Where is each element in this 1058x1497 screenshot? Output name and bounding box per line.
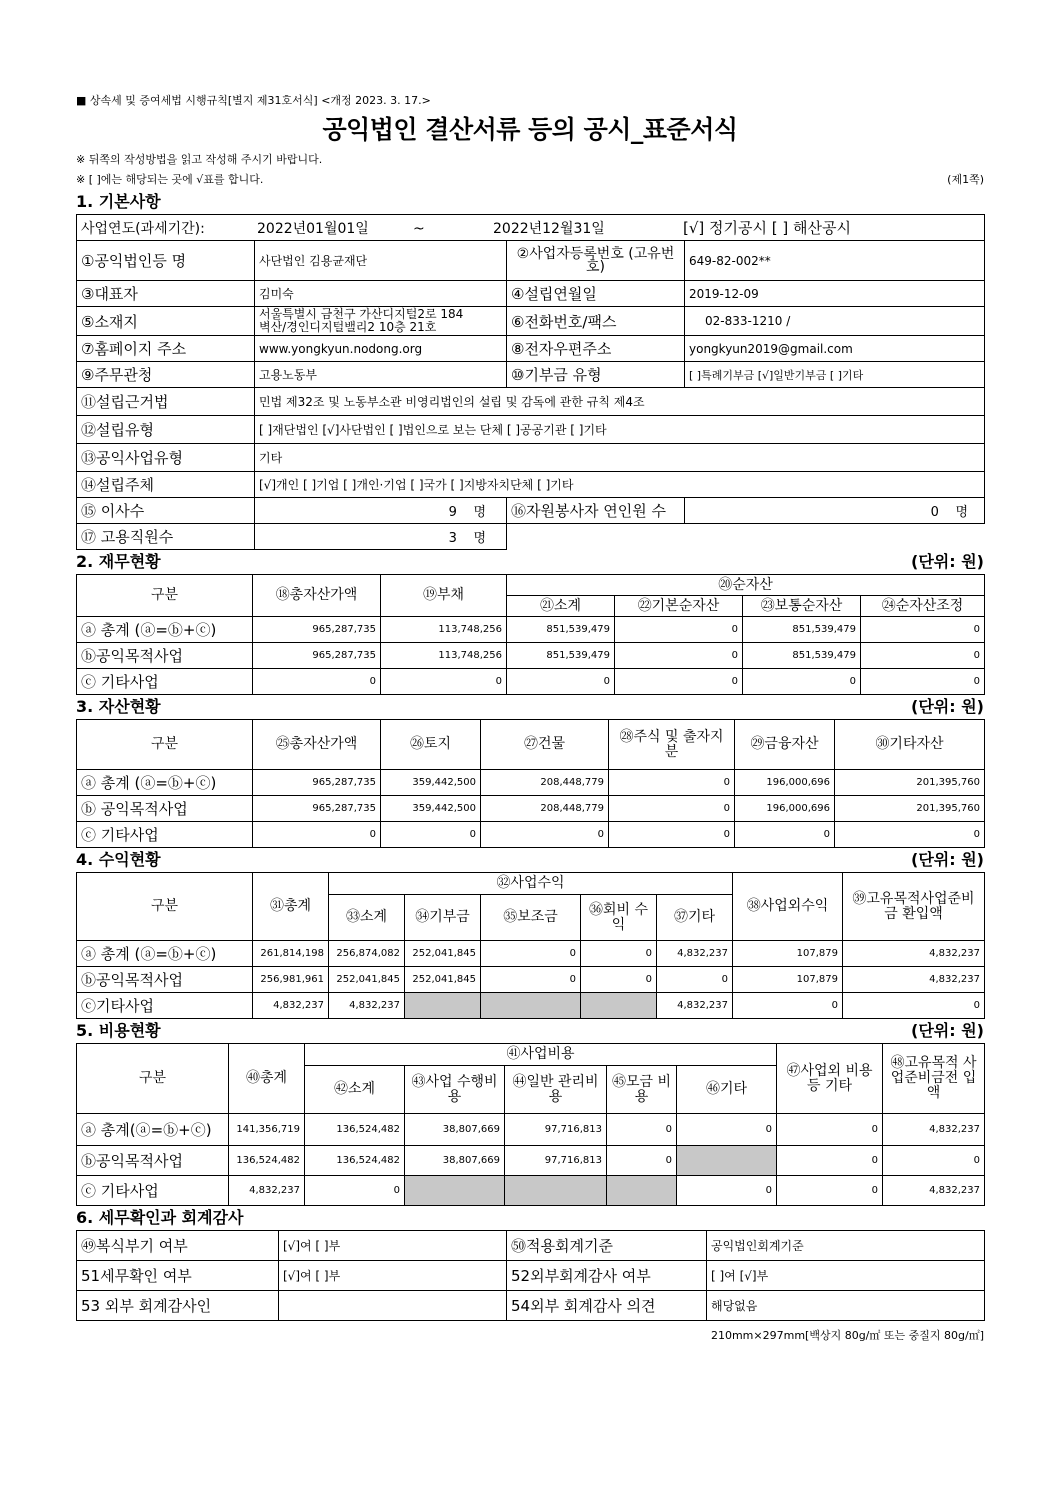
finance-h-liabilities: ⑲부채 [381,575,507,617]
finance-h-total-assets: ⑱총자산가액 [253,575,381,617]
revenue-h-gubun: 구분 [77,873,253,941]
form-title: 공익법인 결산서류 등의 공시_표준서식 [322,115,738,144]
phone-value: 02-833-1210 / [685,307,985,336]
tax-confirm-value: [√]여 [ ]부 [279,1261,507,1291]
revenue-h-reserve: ㊴고유목적사업준비금 환입액 [843,873,985,941]
ext-audit-value: [ ]여 [√]부 [707,1261,985,1291]
web-value: www.yongkyun.nodong.org [255,336,507,362]
section-expense-title: 5. 비용현황 (단위: 원) [76,1021,984,1040]
est-type-value: [ ]재단법인 [√]사단법인 [ ]법인으로 보는 단체 [ ]공공기관 [ ]기타 [255,416,985,444]
revenue-h-donation: ㉞기부금 [405,895,481,941]
section-revenue-title: 4. 수익현황 (단위: 원) [76,850,984,869]
auditor-value [279,1291,507,1321]
finance-h-gubun: 구분 [77,575,253,617]
pub-type-value: 기타 [255,444,985,472]
expense-h-biz: ㊶사업비용 [305,1044,777,1066]
period-label: 사업연도(과세기간): [81,221,205,237]
table-row: ⓐ 총계 (ⓐ=ⓑ+ⓒ) 965,287,735 113,748,256 851,539,479 0 851,539,479 0 [77,617,985,643]
section-basic-title: 1. 기본사항 [76,192,161,211]
assets-h-building: ㉗건물 [481,720,609,770]
volunteers-value: 0 명 [685,498,985,524]
disclosure-type: [√] 정기공시 [ ] 해산공시 [683,219,851,237]
paper-spec: 210mm×297mm[백상지 80g/㎡ 또는 중질지 80g/㎡] [710,1329,984,1342]
tax-confirm-label: 51세무확인 여부 [77,1261,279,1291]
double-entry-label: ㊾복식부기 여부 [77,1231,279,1261]
period-row [77,215,985,241]
addr-label: ⑤소재지 [77,307,255,336]
expense-table [76,1043,985,1206]
phone-label: ⑥전화번호/팩스 [507,307,685,336]
table-row: ⓒ 기타사업 0 0 0 0 0 0 [77,822,985,848]
finance-h-adjust: ㉔순자산조정 [861,596,985,617]
assets-h-gubun: 구분 [77,720,253,770]
name-label: ①공익법인등 명 [77,241,255,281]
founder-value: [√]개인 [ ]기업 [ ]개인·기업 [ ]국가 [ ]지방자치단체 [ ]기타 [255,472,985,498]
finance-h-basic-net: ㉒기본순자산 [615,596,743,617]
expense-h-gubun: 구분 [77,1044,229,1114]
revenue-h-nonbiz: ㊳사업외수익 [733,873,843,941]
volunteers-label: ⑯자원봉사자 연인원 수 [507,498,685,524]
table-row: ⓐ 총계(ⓐ=ⓑ+ⓒ) 141,356,719 136,524,482 38,807,669 97,716,813 0 0 0 4,832,237 [77,1114,985,1146]
expense-h-admin: ㊹일반 관리비용 [505,1066,607,1114]
revenue-h-fee: ㊱회비 수익 [581,895,657,941]
donation-type-label: ⑩기부금 유형 [507,362,685,388]
expense-h-perform: ㊸사업 수행비용 [405,1066,505,1114]
table-row: ⓒ 기타사업 0 0 0 0 0 0 [77,669,985,695]
founded-label: ④설립연월일 [507,281,685,307]
page-label: (제1쪽) [947,173,984,186]
est-type-label: ⑫설립유형 [77,416,255,444]
expense-h-total: ㊵총계 [229,1044,305,1114]
expense-h-subtotal: ㊷소계 [305,1066,405,1114]
founder-label: ⑭설립주체 [77,472,255,498]
revenue-h-subsidy: ㉟보조금 [481,895,581,941]
finance-h-subtotal: ㉑소계 [507,596,615,617]
note-checkmark: ※ [ ]에는 해당되는 곳에 √표를 합니다. [76,173,264,186]
founded-value: 2019-12-09 [685,281,985,307]
ministry-label: ⑨주무관청 [77,362,255,388]
expense-h-reserve: ㊽고유목적 사업준비금전 입액 [883,1044,985,1114]
period-end: 2022년12월31일 [493,221,605,237]
law-reference: ■ 상속세 및 증여세법 시행규칙[별지 제31호서식] <개정 2023. 3. 17.> [76,94,431,107]
assets-h-land: ㉖토지 [381,720,481,770]
email-value: yongkyun2019@gmail.com [685,336,985,362]
revenue-h-subtotal: ㉝소계 [329,895,405,941]
employees-value: 3 명 [255,524,507,550]
assets-h-financial: ㉙금융자산 [735,720,835,770]
table-row: ⓒ 기타사업 4,832,237 0 0 0 4,832,237 [77,1176,985,1206]
revenue-h-biz: ㉜사업수익 [329,873,733,895]
directors-value: 9 명 [255,498,507,524]
basic-info-table [76,214,985,550]
revenue-table [76,872,985,1019]
table-row: ⓑ공익목적사업 965,287,735 113,748,256 851,539,479 0 851,539,479 0 [77,643,985,669]
table-row: ⓑ공익목적사업 136,524,482 136,524,482 38,807,669 97,716,813 0 0 0 [77,1146,985,1176]
section-audit-title: 6. 세무확인과 회계감사 [76,1208,244,1227]
assets-h-stock: ㉘주식 및 출자지분 [609,720,735,770]
bizno-value: 649-82-002** [685,241,985,281]
email-label: ⑧전자우편주소 [507,336,685,362]
finance-h-net-assets: ⑳순자산 [507,575,985,596]
opinion-value: 해당없음 [707,1291,985,1321]
standard-value: 공익법인회계기준 [707,1231,985,1261]
basis-value: 민법 제32조 및 노동부소관 비영리법인의 설립 및 감독에 관한 규칙 제4조 [255,388,985,416]
donation-type-value: [ ]특례기부금 [√]일반기부금 [ ]기타 [685,362,985,388]
ext-audit-label: 52외부회계감사 여부 [507,1261,707,1291]
expense-h-nonbiz: ㊼사업외 비용 등 기타 [777,1044,883,1114]
section-assets-title: 3. 자산현황 (단위: 원) [76,697,984,716]
expense-h-fundraise: ㊺모금 비용 [607,1066,677,1114]
revenue-h-total: ㉛총계 [253,873,329,941]
period-start: 2022년01월01일 [257,221,369,237]
table-row: ⓐ 총계 (ⓐ=ⓑ+ⓒ) 261,814,198 256,874,082 252,041,845 0 0 4,832,237 107,879 4,832,237 [77,941,985,967]
revenue-h-other: ㊲기타 [657,895,733,941]
auditor-label: 53 외부 회계감사인 [77,1291,279,1321]
table-row: ⓒ기타사업 4,832,237 4,832,237 4,832,237 0 0 [77,993,985,1019]
table-row: ⓑ 공익목적사업 965,287,735 359,442,500 208,448,779 0 196,000,696 201,395,760 [77,796,985,822]
directors-label: ⑮ 이사수 [77,498,255,524]
assets-table [76,719,985,848]
standard-label: ㊿적용회계기준 [507,1231,707,1261]
finance-h-normal-net: ㉓보통순자산 [743,596,861,617]
finance-table [76,574,985,695]
basis-label: ⑪설립근거법 [77,388,255,416]
name-value: 사단법인 김용균재단 [255,241,507,281]
note-instructions: ※ 뒤쪽의 작성방법을 읽고 작성해 주시기 바랍니다. [76,153,323,166]
pub-type-label: ⑬공익사업유형 [77,444,255,472]
expense-h-other: ㊻기타 [677,1066,777,1114]
employees-label: ⑰ 고용직원수 [77,524,255,550]
form-page [76,92,984,1343]
audit-table [76,1230,985,1321]
section-finance-title: 2. 재무현황 (단위: 원) [76,552,984,571]
bizno-label: ②사업자등록번호 (고유번호) [507,241,685,281]
assets-h-total: ㉕총자산가액 [253,720,381,770]
opinion-label: 54외부 회계감사 의견 [507,1291,707,1321]
table-row: ⓐ 총계 (ⓐ=ⓑ+ⓒ) 965,287,735 359,442,500 208,448,779 0 196,000,696 201,395,760 [77,770,985,796]
rep-label: ③대표자 [77,281,255,307]
period-tilde: ~ [413,221,425,237]
assets-h-other: ㉚기타자산 [835,720,985,770]
double-entry-value: [√]여 [ ]부 [279,1231,507,1261]
web-label: ⑦홈페이지 주소 [77,336,255,362]
table-row: ⓑ공익목적사업 256,981,961 252,041,845 252,041,845 0 0 0 107,879 4,832,237 [77,967,985,993]
ministry-value: 고용노동부 [255,362,507,388]
rep-value: 김미숙 [255,281,507,307]
addr-value: 서울특별시 금천구 가산디지털2로 184 벽산/경인디지털밸리2 10층 21호 [255,307,507,336]
